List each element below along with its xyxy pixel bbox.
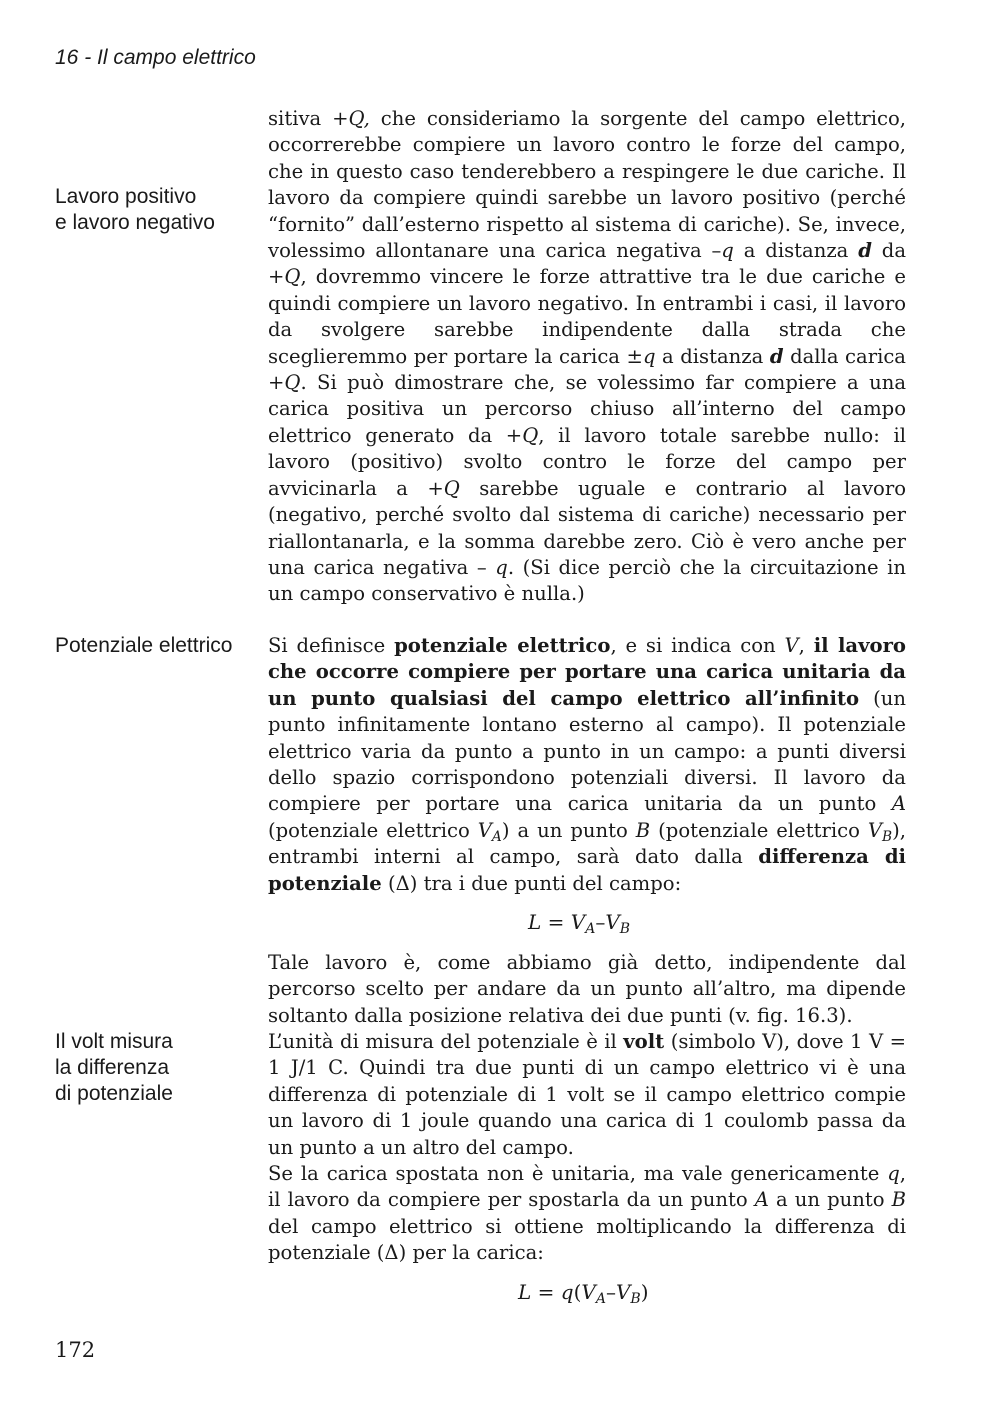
paragraph-indipendenza: Tale lavoro è, come abbiamo già detto, indipendente dal percorso scelto per andare da un punto all’altro, ma dipende soltanto dalla posizione relativa dei due punti (v. fig. 16.3). [268,951,906,1027]
paragraph-carica-generica: Se la carica spostata non è unitaria, ma vale genericamente q, il lavoro da compiere per spostarla da un punto A a un punto B del campo elettrico si ottiene moltiplicando la differenza di potenziale (Δ) per la carica: [268,1162,906,1265]
paragraph-volt: L’unità di misura del potenziale è il volt (simbolo V), dove 1 V = 1 J/1 C. Quindi tra due punti di un campo elettrico vi è una differenza di potenziale di 1 volt se il campo elettrico compie un lavoro di 1 joule quando una carica di 1 coulomb passa da un punto a un altro del campo. [268,1030,906,1159]
margin-note-lavoro [55,184,215,236]
margin-note-potenziale [55,633,232,659]
page-number: 172 [55,1338,96,1362]
margin-note-volt [55,1029,173,1107]
margin-note-text: Lavoro positivo e lavoro negativo [55,185,215,234]
formula-lavoro-differenza: $L = V_A-V_B$ [528,910,631,937]
paragraph-potenziale: Si definisce potenziale elettrico, e si indica con V, il lavoro che occorre compiere per portare una carica unitaria da un punto qualsiasi del campo elettrico all’infinito (un punto infinitamente lontano esterno al campo). Il potenziale elettrico varia da punto a punto in un campo: a punti diversi dello spazio corrispondono potenziali diversi. Il lavoro da compiere per portare una carica unitaria da un punto A (potenziale elettrico $V_A$) a un punto B (potenziale elettrico $V_B$), entrambi interni al campo, sarà dato dalla differenza di potenziale (Δ) tra i due punti del campo: [268,634,907,895]
paragraph-lavoro: sitiva +Q, che consideriamo la sorgente del campo elettrico, occorrerebbe compiere un lavoro contro le forze del campo, che in questo caso tenderebbero a respingere le due cariche. Il lavoro da compiere quindi sarebbe un lavoro positivo (perché “fornito” dall’esterno rispetto al sistema di cariche). Se, invece, volessimo allontanare una carica negativa –q a distanza d da +Q, dovremmo vincere le forze attrattive tra le due cariche e quindi compiere un lavoro negativo. In entrambi i casi, il lavoro da svolgere sarebbe indipendente dalla strada che sceglieremmo per portare la carica ±q a distanza d dalla carica +Q. Si può dimostrare che, se volessimo far compiere a una carica positiva un percorso chiuso all’interno del campo elettrico generato da +Q, il lavoro totale sarebbe nullo: il lavoro (positivo) svolto contro le forze del campo per avvicinarla a +Q sarebbe uguale e contrario al lavoro (negativo, perché svolto dal sistema di cariche) necessario per riallontanarla, e la somma darebbe zero. Ciò è vero anche per una carica negativa – q. (Si dice perciò che la circuitazione in un campo conservativo è nulla.) [268,107,907,606]
formula-lavoro-carica: $L = q(V_A-V_B)$ [518,1280,649,1307]
margin-note-text: Potenziale elettrico [55,634,233,657]
margin-note-text: Il volt misura la differenza di potenziale [55,1030,173,1105]
running-header: 16 - Il campo elettrico [55,46,256,69]
